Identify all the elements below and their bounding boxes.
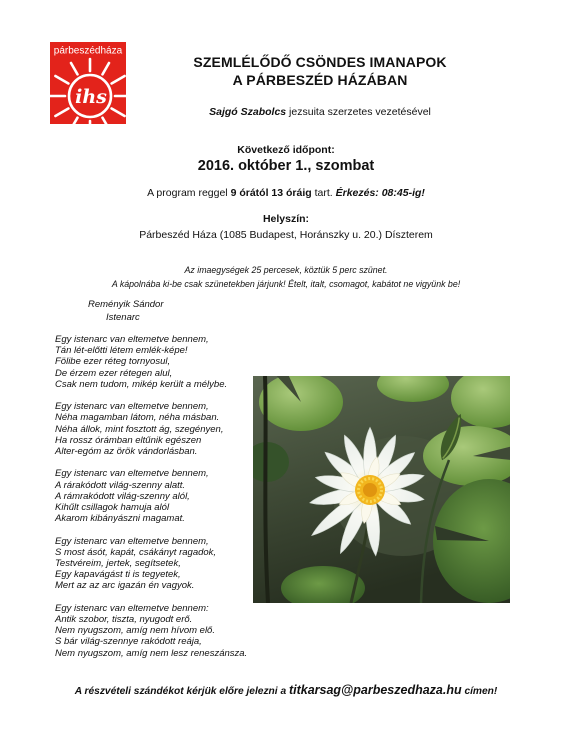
program-prefix: A program reggel <box>147 187 231 199</box>
leader-description: jezsuita szerzetes vezetésével <box>286 106 431 118</box>
program-line <box>0 186 572 200</box>
arrival-time: Érkezés: 08:45-ig! <box>335 187 425 199</box>
note-line: A kápolnába ki-be csak szünetekben járjunk! Ételt, italt, csomagot, kabátot ne vigyünk be! <box>111 279 461 289</box>
poem-stanza <box>55 603 251 659</box>
poem-line: Egy istenarc van eltemetve bennem, <box>55 334 209 345</box>
poem-line: Néha magamban látom, néha másban. <box>55 412 220 424</box>
poem-line: Egy kapavágást ti is tegyetek, <box>55 569 181 581</box>
poem-line: Akarom kibányászni magamat. <box>55 513 185 525</box>
poem-line: Nem nyugszom, amíg nem hívom elő. <box>55 625 215 637</box>
location-label: Helyszín: <box>262 213 310 225</box>
poem-line: Csak nem tudom, mikép került a mélybe. <box>55 378 228 390</box>
poem-author: Reményik Sándor <box>88 299 164 310</box>
registration-prefix: A részvételi szándékot kérjük előre jelezni a <box>74 686 289 697</box>
poem-line: Antik szobor, tiszta, nyugodt erő. <box>55 614 193 626</box>
poem-line: Néha állok, mint fosztott ág, szegényen, <box>55 423 224 435</box>
poem-line: Fölibe ezer réteg tornyosul, <box>55 356 171 368</box>
logo-graphic <box>50 42 126 124</box>
water-lily-photo <box>253 376 510 603</box>
logo-name: párbeszédháza <box>53 45 123 57</box>
registration-suffix: címen! <box>461 686 498 697</box>
parbeszed-haza-logo <box>50 42 126 124</box>
poem-stanza <box>55 334 251 390</box>
poem-line: Egy istenarc van eltemetve bennem: <box>55 602 209 614</box>
poem-line: Alter-egóm az örök vándorlásban. <box>55 446 198 458</box>
poem-line: Egy istenarc van eltemetve bennem, <box>55 535 209 547</box>
poem-line: Ha rossz órámban eltűnik egészen <box>55 434 202 446</box>
poem-stanza <box>55 468 251 524</box>
poem-stanza <box>55 401 251 457</box>
poem-line: Egy istenarc van eltemetve bennem, <box>55 401 209 413</box>
location-address: Párbeszéd Háza (1085 Budapest, Horánszky u. 20.) Díszterem <box>139 229 433 241</box>
poem-line: Testvéreim, jertek, segítsetek, <box>55 558 181 570</box>
poem-line: A rámrakódott világ-szenny alól, <box>55 490 190 502</box>
poem-title: Istenarc <box>106 312 140 323</box>
title-line-2: A PÁRBESZÉD HÁZÁBAN <box>232 72 408 88</box>
leader-name: Sajgó Szabolcs <box>209 106 287 118</box>
leader-line <box>130 105 510 119</box>
poem-text <box>55 334 251 670</box>
contact-email[interactable]: titkarsag@parbeszedhaza.hu <box>288 683 462 697</box>
program-hours: 9 órától 13 óráig <box>230 187 312 199</box>
poem-line: Mert az az arc igazán én vagyok. <box>55 580 195 592</box>
registration-note <box>0 682 572 700</box>
poem-line: Tán lét-előtti létem emlék-képe! <box>55 345 188 357</box>
poem-line: De érzem ezer rétegen alul, <box>55 367 173 379</box>
poem-line: A rárakódott világ-szenny alatt. <box>55 479 186 491</box>
logo-monogram: ihs <box>75 86 107 108</box>
flower-pistil <box>363 483 377 497</box>
program-mid: tart. <box>311 187 336 199</box>
poem-line: Egy istenarc van eltemetve bennem, <box>55 468 209 480</box>
title-line-1: SZEMLÉLŐDŐ CSÖNDES IMANAPOK <box>193 54 447 70</box>
next-date-label: Következő időpont: <box>237 144 335 156</box>
poem-line: S most ásót, kapát, csákányt ragadok, <box>55 546 217 558</box>
poem-line: S bár világ-szennye rakódott reája, <box>55 636 202 648</box>
event-date: 2016. október 1., szombat <box>197 158 375 174</box>
poem-line: Nem nyugszom, amíg nem lesz reneszánsza. <box>55 647 248 659</box>
water-lily-image <box>253 376 510 603</box>
poem-stanza <box>55 536 251 592</box>
note-line: Az imaegységek 25 percesek, köztük 5 perc szünet. <box>184 265 388 275</box>
poem-line: Kihűlt csillagok hamuja alól <box>55 502 170 514</box>
